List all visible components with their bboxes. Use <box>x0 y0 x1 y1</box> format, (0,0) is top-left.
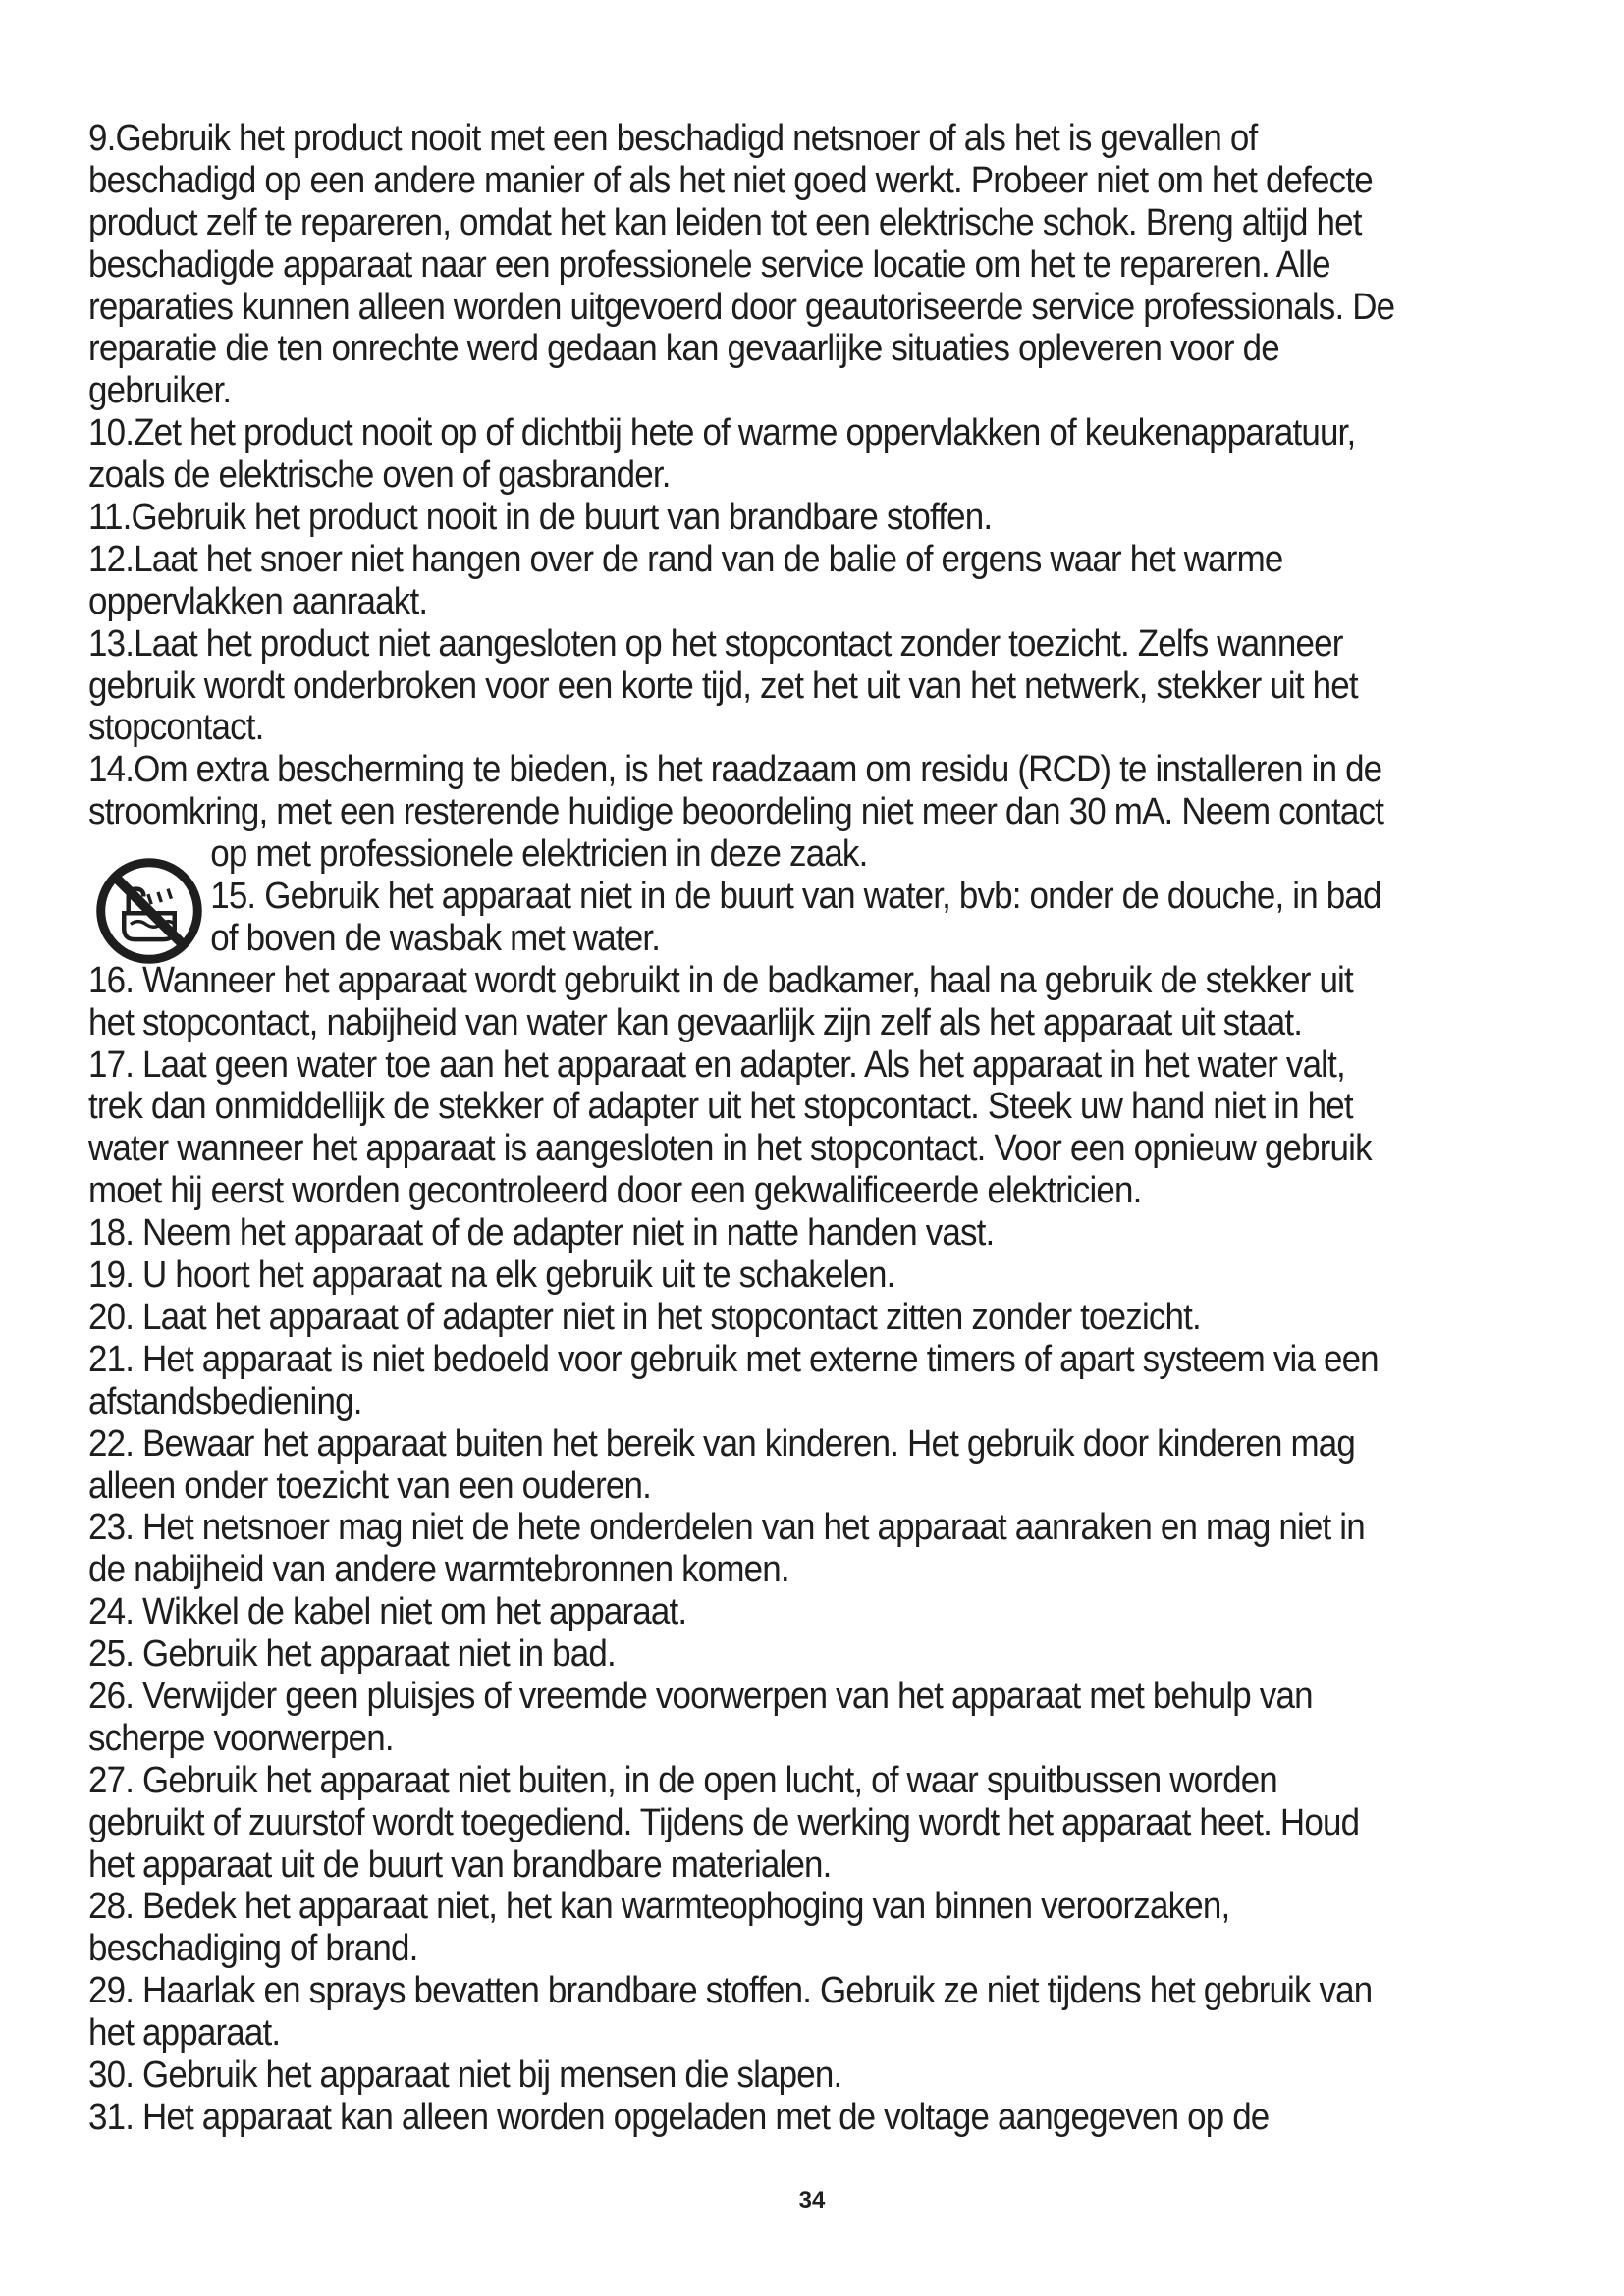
text-line: 14.Om extra bescherming te bieden, is het raadzaam om residu (RCD) te installeren in de <box>88 749 1382 791</box>
text-line: de nabijheid van andere warmtebronnen komen. <box>88 1549 789 1591</box>
text-line: het stopcontact, nabijheid van water kan gevaarlijk zijn zelf als het apparaat uit staat. <box>88 1001 1303 1043</box>
text-line: 21. Het apparaat is niet bedoeld voor gebruik met externe timers of apart systeem via een <box>88 1338 1379 1380</box>
text-line: 12.Laat het snoer niet hangen over de rand van de balie of ergens waar het warme <box>88 538 1283 580</box>
text-line: 29. Haarlak en sprays bevatten brandbare stoffen. Gebruik ze niet tijdens het gebruik van <box>88 1970 1373 2012</box>
text-line: reparatie die ten onrechte werd gedaan kan gevaarlijke situaties opleveren voor de <box>88 328 1279 370</box>
text-line: 9.Gebruik het product nooit met een beschadigd netsnoer of als het is gevallen of <box>88 118 1258 159</box>
text-line: het apparaat. <box>88 2012 281 2055</box>
text-line: 15. Gebruik het apparaat niet in de buurt van water, bvb: onder de douche, in bad <box>210 876 1381 918</box>
text-line: 28. Bedek het apparaat niet, het kan warmteophoging van binnen veroorzaken, <box>88 1886 1230 1928</box>
text-line: 23. Het netsnoer mag niet de hete onderdelen van het apparaat aanraken en mag niet in <box>88 1507 1365 1549</box>
text-line: 11.Gebruik het product nooit in de buurt van brandbare stoffen. <box>88 497 993 539</box>
text-line: gebruik wordt onderbroken voor een korte tijd, zet het uit van het netwerk, stekker uit het <box>88 665 1358 707</box>
text-line: 27. Gebruik het apparaat niet buiten, in de open lucht, of waar spuitbussen worden <box>88 1759 1277 1801</box>
text-line: alleen onder toezicht van een ouderen. <box>88 1465 652 1507</box>
text-line: water wanneer het apparaat is aangesloten in het stopcontact. Voor een opnieuw gebruik <box>88 1128 1372 1170</box>
text-line: beschadigde apparaat naar een professionele service locatie om het te repareren. Alle <box>88 243 1330 286</box>
text-line: moet hij eerst worden gecontroleerd door een gekwalificeerde elektricien. <box>88 1170 1142 1212</box>
no-water-bath-icon <box>94 856 204 966</box>
text-line: 26. Verwijder geen pluisjes of vreemde voorwerpen van het apparaat met behulp van <box>88 1675 1313 1717</box>
text-line: afstandsbediening. <box>88 1380 362 1422</box>
text-line: 30. Gebruik het apparaat niet bij mensen die slapen. <box>88 2054 842 2096</box>
text-line: op met professionele elektricien in deze zaak. <box>210 833 868 876</box>
text-line: oppervlakken aanraakt. <box>88 580 428 622</box>
text-line: gebruikt of zuurstof wordt toegediend. Tijdens de werking wordt het apparaat heet. Houd <box>88 1801 1360 1843</box>
text-line: 18. Neem het apparaat of de adapter niet in natte handen vast. <box>88 1212 995 1255</box>
text-line: beschadigd op een andere manier of als het niet goed werkt. Probeer niet om het defecte <box>88 159 1373 201</box>
text-line: beschadiging of brand. <box>88 1928 418 1970</box>
text-line: 13.Laat het product niet aangesloten op het stopcontact zonder toezicht. Zelfs wanneer <box>88 622 1343 665</box>
text-line: reparaties kunnen alleen worden uitgevoerd door geautoriseerde service professionals. De <box>88 286 1395 328</box>
text-line: 31. Het apparaat kan alleen worden opgeladen met de voltage aangegeven op de <box>88 2096 1270 2138</box>
text-line: product zelf te repareren, omdat het kan leiden tot een elektrische schok. Breng altijd het <box>88 201 1362 243</box>
text-line: 19. U hoort het apparaat na elk gebruik uit te schakelen. <box>88 1255 895 1297</box>
text-line: stopcontact. <box>88 707 264 749</box>
text-line: 25. Gebruik het apparaat niet in bad. <box>88 1633 616 1676</box>
text-line: of boven de wasbak met water. <box>210 917 661 959</box>
text-line: zoals de elektrische oven of gasbrander. <box>88 454 671 497</box>
text-line: het apparaat uit de buurt van brandbare materialen. <box>88 1843 832 1886</box>
text-line: scherpe voorwerpen. <box>88 1717 394 1759</box>
text-line: gebruiker. <box>88 370 232 412</box>
text-line: stroomkring, met een resterende huidige beoordeling niet meer dan 30 mA. Neem contact <box>88 791 1384 833</box>
page-number: 34 <box>798 2187 826 2214</box>
text-line: 10.Zet het product nooit op of dichtbij hete of warme oppervlakken of keukenapparatuur, <box>88 412 1356 454</box>
text-line: 20. Laat het apparaat of adapter niet in het stopcontact zitten zonder toezicht. <box>88 1296 1201 1338</box>
text-line: 17. Laat geen water toe aan het apparaat en adapter. Als het apparaat in het water valt, <box>88 1043 1345 1086</box>
text-line: 24. Wikkel de kabel niet om het apparaat. <box>88 1591 687 1633</box>
text-line: 22. Bewaar het apparaat buiten het bereik van kinderen. Het gebruik door kinderen mag <box>88 1422 1356 1465</box>
text-line: trek dan onmiddellijk de stekker of adapter uit het stopcontact. Steek uw hand niet in het <box>88 1086 1353 1128</box>
instructions-text <box>88 118 1542 2139</box>
text-line: 16. Wanneer het apparaat wordt gebruikt in de badkamer, haal na gebruik de stekker uit <box>88 959 1353 1001</box>
